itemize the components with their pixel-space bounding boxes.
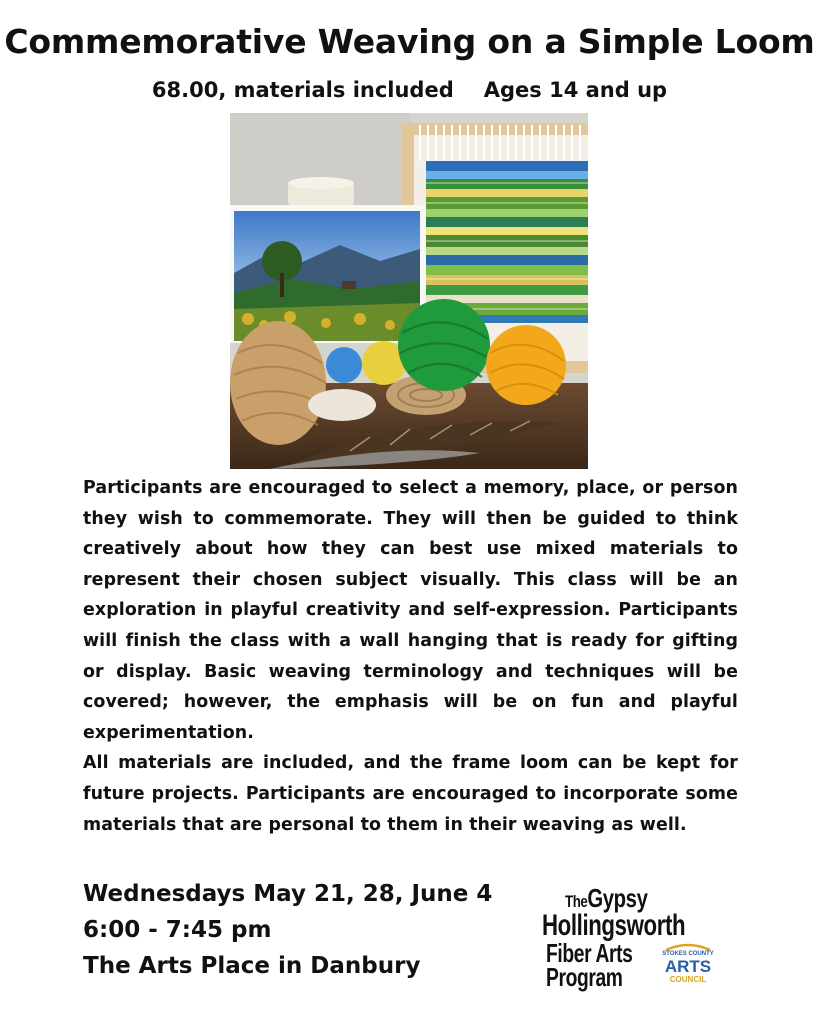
weaving-photo [230, 113, 588, 469]
council-bottom-text: COUNCIL [669, 975, 707, 984]
council-main-text: ARTS [664, 957, 712, 976]
class-location: The Arts Place in Danbury [83, 953, 421, 979]
page-title: Commemorative Weaving on a Simple Loom [4, 22, 815, 61]
class-dates: Wednesdays May 21, 28, June 4 [83, 881, 493, 907]
arts-council-logo [658, 942, 718, 988]
class-time: 6:00 - 7:45 pm [83, 917, 272, 943]
schedule-details [83, 876, 492, 984]
council-top-text: STOKES COUNTY [662, 951, 714, 957]
description-paragraph-2: All materials are included, and the frame loom can be kept for future projects. Participants are encouraged to incorporate some materials that are personal to them in their weaving as well. [83, 753, 738, 835]
weaving-photo-illustration [230, 113, 588, 469]
logo-gypsy: Gypsy [587, 883, 648, 913]
program-logo [540, 884, 750, 994]
price-line [0, 78, 819, 102]
arts-council-emblem [658, 942, 718, 988]
logo-line-fiber-arts: Fiber Arts [546, 938, 633, 968]
price-text: 68.00, materials included [151, 78, 454, 102]
description-paragraph-1: Participants are encouraged to select a memory, place, or person they wish to commemorate. They will then be guided to think creatively about how they can best use mixed materials to represent their chosen subject visually. This class will be an exploration in playful creativity and self-expression. Participants will finish the class with a wall hanging that is ready for gifting or display. Basic weaving terminology and techniques will be covered; however, the emphasis will be on fun and playful experimentation. [83, 478, 738, 743]
ages-text: Ages 14 and up [483, 78, 668, 102]
description [83, 473, 738, 840]
logo-line-hollingsworth: Hollingsworth [542, 909, 686, 942]
logo-line-program: Program [546, 962, 623, 992]
logo-the: The [565, 892, 588, 911]
